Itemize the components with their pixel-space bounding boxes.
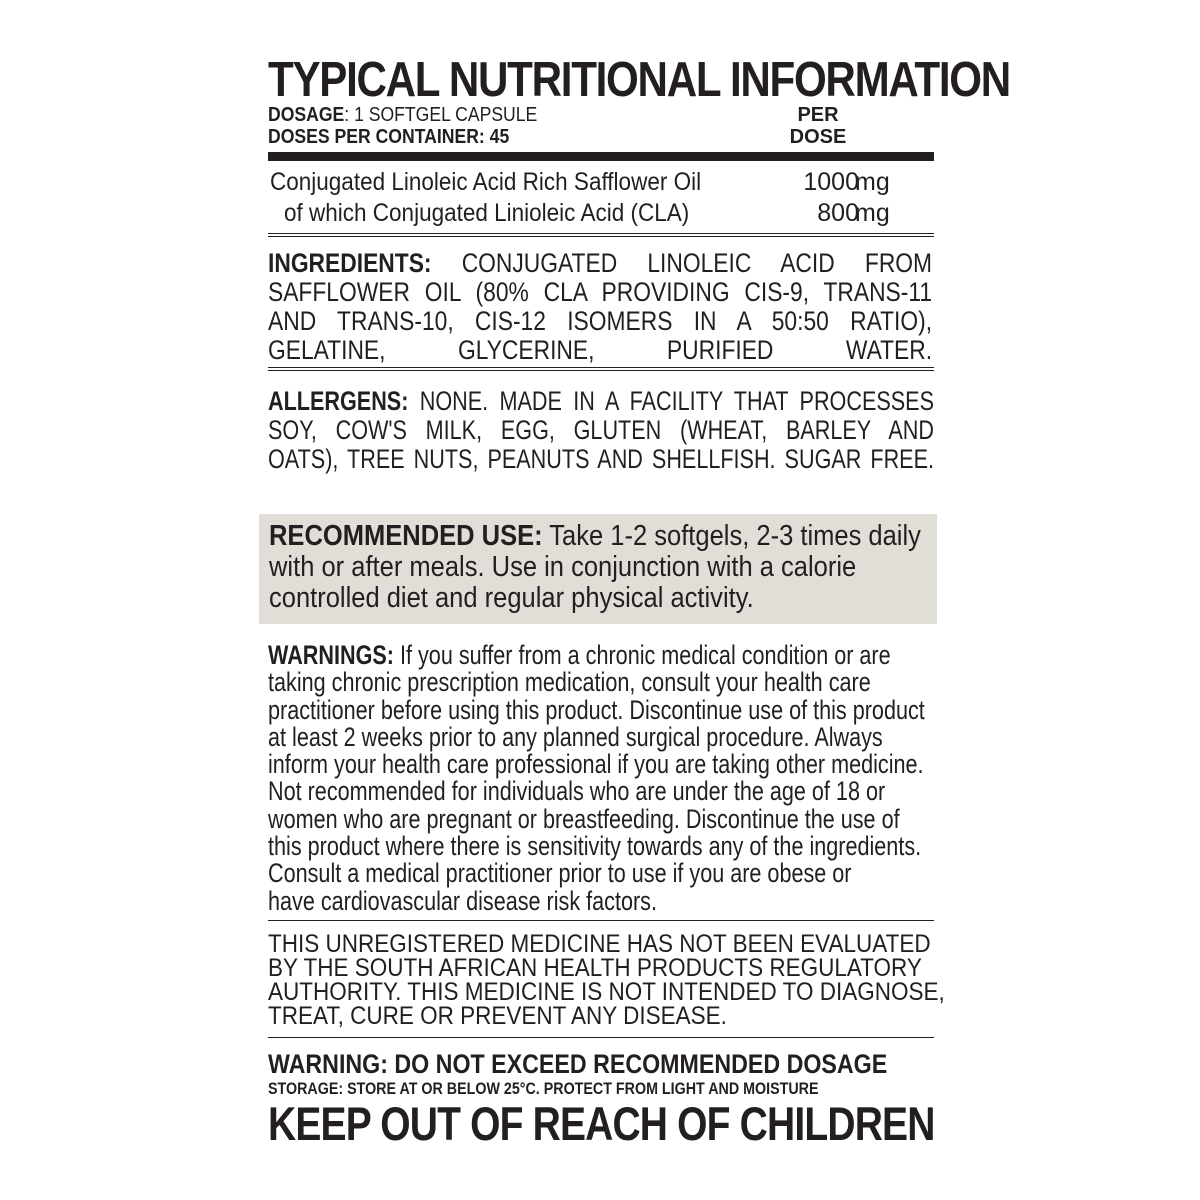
ingredients-line: SAFFLOWER OIL (80% CLA PROVIDING CIS-9, TRANS-11	[268, 277, 933, 307]
nutrient-amount: 1000	[803, 168, 859, 196]
per-dose-line1: PER	[797, 104, 839, 126]
recommended-line: with or after meals. Use in conjunction with a calorie	[269, 551, 857, 583]
nutrient-name: Conjugated Linoleic Acid Rich Safflower Oil	[270, 168, 702, 196]
warnings-line: practitioner before using this product. Discontinue use of this product	[268, 694, 925, 725]
thick-divider	[268, 152, 934, 161]
nutrition-label	[268, 52, 1010, 1150]
dosage-label: DOSAGE	[268, 104, 345, 126]
nutrient-table	[268, 161, 934, 233]
unregistered-medicine-notice	[268, 930, 945, 1030]
dosage-value: : 1 SOFTGEL CAPSULE	[344, 104, 538, 126]
ingredients-label: INGREDIENTS:	[268, 248, 432, 278]
divider	[268, 1037, 934, 1038]
nutrient-amount: 800	[817, 199, 859, 227]
warnings-line: this product where there is sensitivity towards any of the ingredients.	[268, 831, 922, 862]
warnings-line: women who are pregnant or breastfeeding. Discontinue the use of	[268, 803, 900, 834]
warnings-line: WARNINGS: If you suffer from a chronic medical condition or are	[268, 640, 891, 670]
nutrient-name: of which Conjugated Linioleic Acid (CLA)	[284, 199, 690, 227]
storage-instructions: STORAGE: STORE AT OR BELOW 25°C. PROTECT FROM LIGHT AND MOISTURE	[268, 1079, 819, 1098]
dosage-line	[268, 104, 854, 126]
allergens-section	[268, 371, 934, 495]
per-dose-line2: DOSE	[789, 126, 847, 148]
notice-line: AUTHORITY. THIS MEDICINE IS NOT INTENDED TO DIAGNOSE,	[268, 978, 945, 1006]
recommended-line: RECOMMENDED USE: Take 1-2 softgels, 2-3 times daily	[269, 520, 921, 552]
per-dose-header	[788, 104, 848, 148]
warnings-label: WARNINGS:	[268, 640, 394, 670]
recommended-label: RECOMMENDED USE:	[269, 520, 543, 552]
ingredients-section	[268, 237, 934, 367]
warnings-section	[268, 642, 934, 915]
nutrient-row	[268, 198, 934, 229]
warnings-line: inform your health care professional if you are taking other medicine.	[268, 749, 924, 780]
dosage-warning: WARNING: DO NOT EXCEED RECOMMENDED DOSAGE	[268, 1049, 888, 1079]
notice-line: THIS UNREGISTERED MEDICINE HAS NOT BEEN EVALUATED	[268, 930, 931, 958]
warnings-line: Not recommended for individuals who are under the age of 18 or	[268, 776, 886, 807]
nutrient-unit: mg	[855, 168, 890, 196]
ingredients-line: AND TRANS-10, CIS-12 ISOMERS IN A 50:50 RATIO),	[268, 306, 933, 336]
divider	[268, 920, 934, 921]
ingredients-line: GELATINE, GLYCERINE, PURIFIED WATER.	[268, 335, 933, 365]
ingredients-line: INGREDIENTS: CONJUGATED LINOLEIC ACID FROM	[268, 248, 933, 278]
notice-line: BY THE SOUTH AFRICAN HEALTH PRODUCTS REGULATORY	[268, 954, 922, 982]
warnings-line: have cardiovascular disease risk factors.	[268, 885, 657, 916]
allergens-line: OATS), TREE NUTS, PEANUTS AND SHELLFISH. SUGAR FREE.	[268, 444, 934, 474]
keep-out-of-reach: KEEP OUT OF REACH OF CHILDREN	[268, 1097, 935, 1150]
allergens-line: ALLERGENS: NONE. MADE IN A FACILITY THAT PROCESSES	[268, 386, 934, 416]
warnings-line: taking chronic prescription medication, consult your health care	[268, 667, 871, 698]
notice-line: TREAT, CURE OR PREVENT ANY DISEASE.	[268, 1002, 727, 1030]
recommended-line: controlled diet and regular physical activity.	[269, 582, 754, 614]
label-title: TYPICAL NUTRITIONAL INFORMATION	[268, 53, 1010, 107]
doses-per-container: DOSES PER CONTAINER: 45	[268, 126, 510, 148]
warnings-line: at least 2 weeks prior to any planned surgical procedure. Always	[268, 721, 883, 752]
dosage-header	[268, 104, 934, 150]
nutrient-row	[268, 167, 934, 198]
warnings-line: Consult a medical practitioner prior to use if you are obese or	[268, 858, 852, 889]
nutrient-unit: mg	[855, 199, 890, 227]
allergens-label: ALLERGENS:	[268, 386, 409, 416]
recommended-use-section	[259, 514, 937, 624]
allergens-line: SOY, COW'S MILK, EGG, GLUTEN (WHEAT, BARLEY AND	[268, 415, 934, 445]
